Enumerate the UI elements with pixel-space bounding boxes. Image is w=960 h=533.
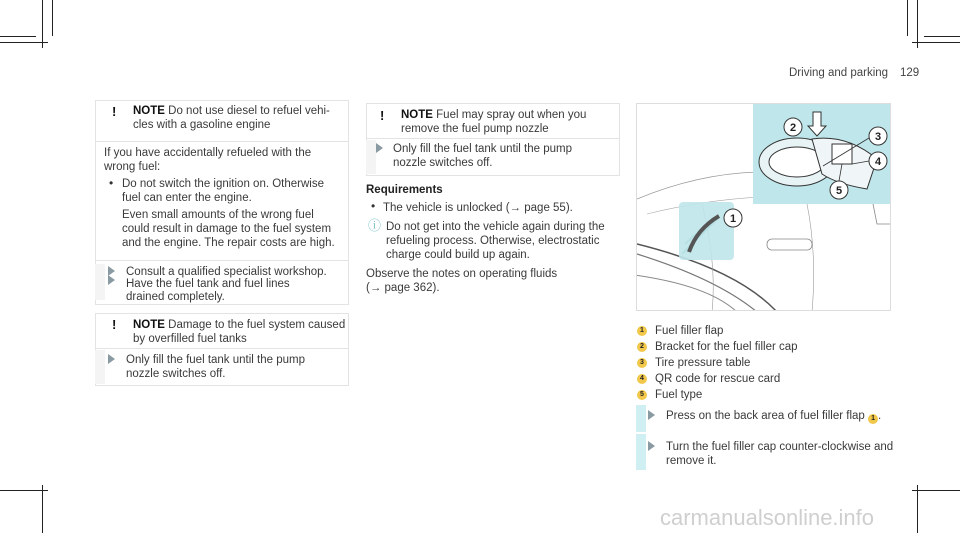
requirements-item: The vehicle is unlocked (→ page 55). [383, 202, 573, 214]
step-arrow-icon [376, 143, 383, 153]
crop-mark [912, 42, 960, 43]
fuel-filler-illustration [636, 103, 891, 311]
info-line-1: Do not get into the vehicle again during the [386, 221, 605, 233]
warning-icon: ! [112, 317, 117, 332]
crop-mark [924, 36, 960, 37]
note-2-line-1: NOTE Damage to the fuel system caused [133, 319, 346, 331]
legend-item-2: Bracket for the fuel filler cap [655, 341, 798, 353]
note-1-step-1: Consult a qualified specialist workshop. [126, 266, 327, 278]
note-3-step-1: Only fill the fuel tank until the pump [393, 143, 572, 155]
callout-3: 3 [874, 131, 882, 143]
step-arrow-icon [108, 354, 115, 364]
legend-item-4: QR code for rescue card [655, 373, 781, 385]
step-arrow-icon [108, 275, 115, 285]
bullet-icon: • [371, 199, 376, 213]
info-icon: ⓘ [368, 218, 382, 233]
note-1-extra-3: and the engine. The repair costs are high. [122, 237, 335, 249]
crop-mark [917, 0, 918, 48]
crop-mark [42, 0, 43, 48]
note-1-extra-1: Even small amounts of the wrong fuel [122, 209, 314, 221]
warning-icon: ! [112, 104, 117, 119]
note-1-step-2-line-1: Have the fuel tank and fuel lines [126, 278, 290, 290]
note-1-body-2: wrong fuel: [104, 161, 161, 173]
legend-marker-1: 1 [637, 326, 647, 336]
legend-marker-3: 3 [637, 358, 647, 368]
note-1-extra-2: could result in damage to the fuel system [122, 223, 332, 235]
note-1-bullet-1: Do not switch the ignition on. Otherwise [122, 178, 324, 190]
note-2-step-1: Only fill the fuel tank until the pump [126, 354, 305, 366]
callout-4: 4 [874, 156, 882, 168]
crop-mark [0, 490, 48, 491]
note-1-line-1: NOTE Do not use diesel to refuel vehi- [133, 105, 330, 117]
note-3-step-2: nozzle switches off. [393, 157, 493, 169]
step-bar [366, 140, 376, 174]
bullet-icon: • [109, 176, 114, 190]
step-1-marker: 1 [868, 414, 878, 424]
car-side-drawing [637, 104, 891, 311]
observe-line-1: Observe the notes on operating fluids [366, 268, 558, 280]
note-2-line-2: by overfilled fuel tanks [133, 333, 247, 345]
step-bar [636, 405, 646, 432]
section-title: Driving and parking [789, 67, 889, 79]
info-line-3: charge could build up again. [386, 249, 530, 261]
legend-marker-2: 2 [637, 342, 647, 352]
requirements-heading: Requirements [366, 184, 443, 196]
crop-mark [917, 485, 918, 533]
legend-item-5: Fuel type [655, 389, 703, 401]
step-bar [95, 264, 105, 300]
step-arrow-icon [648, 410, 655, 420]
crop-mark [912, 490, 960, 491]
legend-marker-4: 4 [637, 374, 647, 384]
step-arrow-icon [648, 441, 655, 451]
step-2-line-1: Turn the fuel filler cap counter-clockwise and [666, 441, 894, 453]
note-3-line-1: NOTE Fuel may spray out when you [401, 109, 587, 121]
step-bar [95, 350, 105, 384]
legend-marker-5: 5 [637, 390, 647, 400]
note-1-body-1: If you have accidentally refueled with the [104, 147, 312, 159]
crop-mark [52, 0, 53, 36]
step-1: Press on the back area of fuel filler flap 1 . [666, 410, 882, 422]
note-1-bullet-2: fuel can enter the engine. [122, 192, 252, 204]
callout-2: 2 [789, 122, 797, 134]
page-number: 129 [900, 67, 920, 79]
step-divider [95, 260, 349, 261]
note-2-step-2: nozzle switches off. [126, 368, 226, 380]
note-1-step-2-line-2: drained completely. [126, 291, 225, 303]
warning-icon: ! [380, 108, 385, 123]
crop-mark [907, 0, 908, 36]
note-1-line-2: cles with a gasoline engine [133, 119, 271, 131]
legend-item-3: Tire pressure table [655, 357, 751, 369]
note-3-line-2: remove the fuel pump nozzle [401, 123, 549, 135]
footer-watermark: carmanualsonline.info [660, 505, 875, 530]
observe-line-2: (→ page 362). [366, 282, 440, 294]
legend-item-1: Fuel filler flap [655, 325, 724, 337]
crop-mark [0, 36, 36, 37]
crop-mark [42, 485, 43, 533]
crop-mark [0, 42, 48, 43]
step-2-line-2: remove it. [666, 455, 717, 467]
callout-5: 5 [835, 185, 843, 197]
info-line-2: refueling process. Otherwise, electrostatic [386, 235, 600, 247]
callout-1: 1 [729, 213, 737, 225]
step-bar [636, 434, 646, 470]
